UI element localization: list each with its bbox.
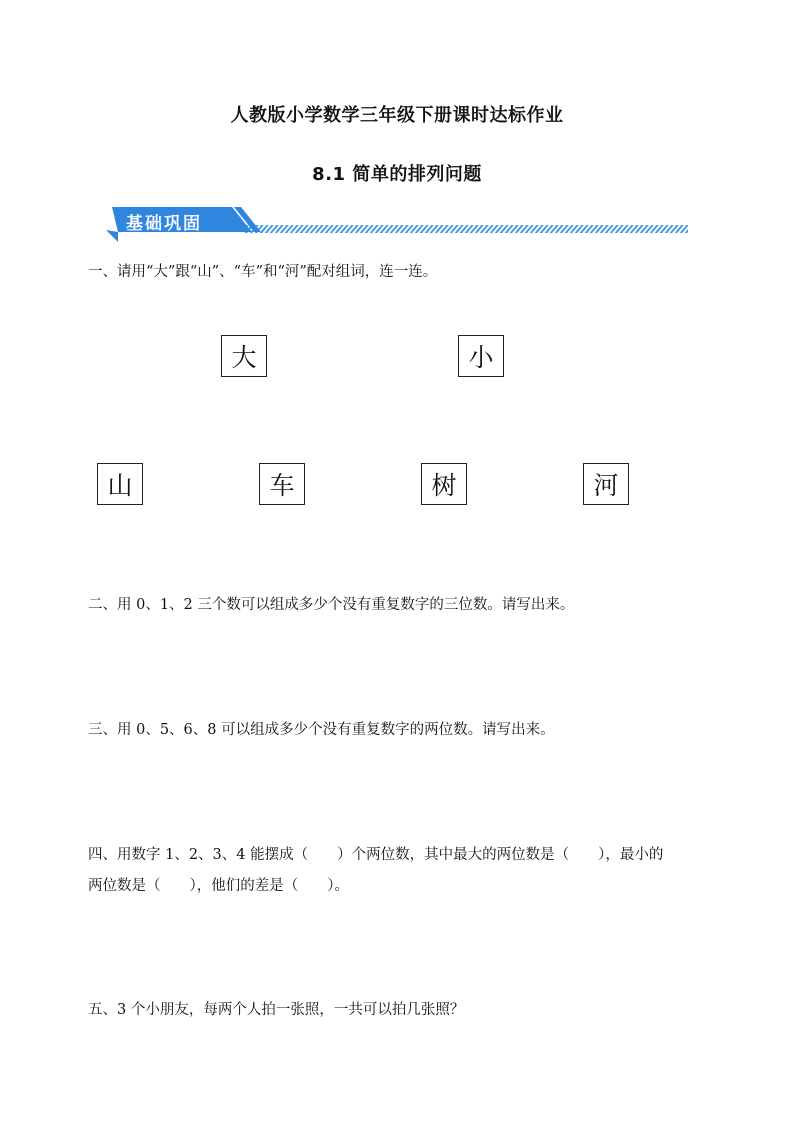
- section-label: 基础巩固: [126, 214, 202, 234]
- question-5: 五、3 个小朋友，每两个人拍一张照，一共可以拍几张照？: [88, 1002, 465, 1018]
- match-box-shu[interactable]: 树: [421, 463, 467, 505]
- document-title: 人教版小学数学三年级下册课时达标作业: [230, 105, 564, 126]
- question-4: [88, 840, 708, 902]
- question-1: 一、请用“大”跟“山”、“车”和“河”配对组词，连一连。: [88, 264, 438, 280]
- banner-fold: [106, 230, 118, 242]
- section-banner: [104, 204, 688, 244]
- question-4-line-1: 四、用数字 1、2、3、4 能摆成（ ）个两位数，其中最大的两位数是（ ），最小的: [88, 847, 664, 863]
- question-4-line-2: 两位数是（ ），他们的差是（ ）。: [88, 878, 349, 894]
- match-box-shan[interactable]: 山: [97, 463, 143, 505]
- match-box-che[interactable]: 车: [259, 463, 305, 505]
- match-box-xiao[interactable]: 小: [458, 335, 504, 377]
- banner-stripe-bar: [244, 225, 688, 233]
- match-box-he[interactable]: 河: [583, 463, 629, 505]
- match-box-da[interactable]: 大: [221, 335, 267, 377]
- question-2: 二、用 0、1、2 三个数可以组成多少个没有重复数字的三位数。请写出来。: [88, 597, 575, 613]
- question-3: 三、用 0、5、6、8 可以组成多少个没有重复数字的两位数。请写出来。: [88, 722, 555, 738]
- document-subtitle: 8.1 简单的排列问题: [312, 164, 482, 185]
